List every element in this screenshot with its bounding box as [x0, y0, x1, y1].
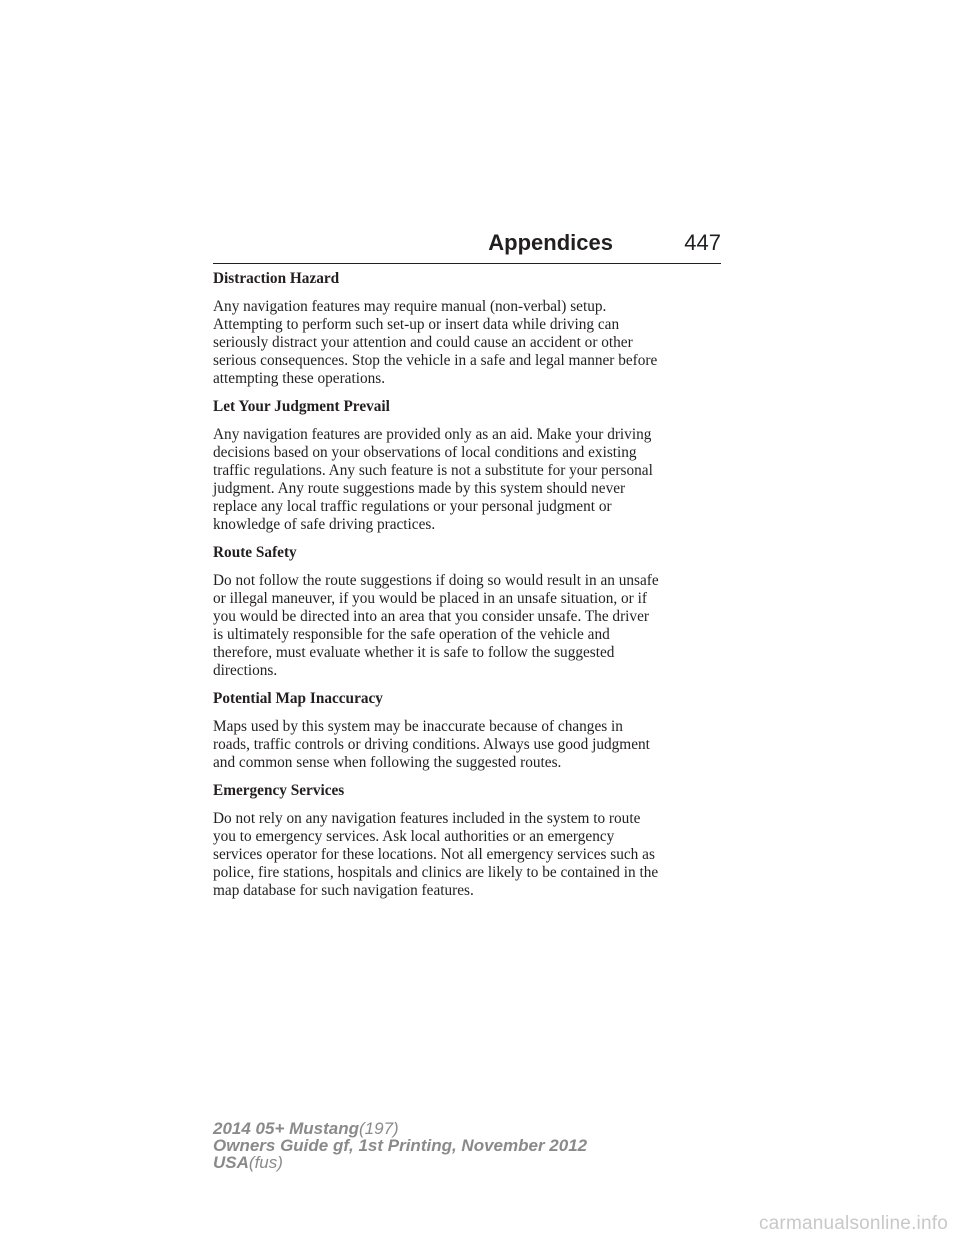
paragraph-line: map database for such navigation features. — [213, 882, 474, 899]
paragraph-line: judgment. Any route suggestions made by this system should never — [213, 480, 626, 497]
paragraph-line: decisions based on your observations of local conditions and existing — [213, 444, 637, 461]
footer-model: 2014 05+ Mustang — [213, 1119, 359, 1138]
paragraph-line: seriously distract your attention and could cause an accident or other — [213, 334, 633, 351]
page-content — [213, 270, 723, 910]
page-number: 447 — [684, 230, 721, 255]
paragraph-line: Do not follow the route suggestions if doing so would result in an unsafe — [213, 572, 659, 589]
paragraph-line: Any navigation features are provided only as an aid. Make your driving — [213, 426, 652, 443]
paragraph-line: Do not rely on any navigation features included in the system to route — [213, 810, 641, 827]
paragraph-line: serious consequences. Stop the vehicle in a safe and legal manner before — [213, 352, 658, 369]
section-heading: Distraction Hazard — [213, 270, 340, 287]
paragraph-line: attempting these operations. — [213, 370, 386, 387]
footer-printing: Owners Guide gf, 1st Printing, November 2012 — [213, 1136, 588, 1155]
section-heading: Potential Map Inaccuracy — [213, 690, 383, 707]
paragraph-line: and common sense when following the suggested routes. — [213, 754, 562, 771]
paragraph-line: directions. — [213, 662, 278, 679]
paragraph-line: Attempting to perform such set-up or insert data while driving can — [213, 316, 620, 333]
paragraph-line: police, fire stations, hospitals and clinics are likely to be contained in the — [213, 864, 659, 881]
section-paragraph — [213, 718, 723, 772]
footer-line-market — [213, 1154, 587, 1171]
footer-market: USA — [213, 1153, 249, 1172]
paragraph-line: is ultimately responsible for the safe operation of the vehicle and — [213, 626, 610, 643]
section-heading: Route Safety — [213, 544, 297, 561]
paragraph-line: traffic regulations. Any such feature is not a substitute for your personal — [213, 462, 653, 479]
paragraph-line: you would be directed into an area that you consider unsafe. The driver — [213, 608, 649, 625]
paragraph-line: you to emergency services. Ask local authorities or an emergency — [213, 828, 615, 845]
paragraph-line: roads, traffic controls or driving conditions. Always use good judgment — [213, 736, 650, 753]
paragraph-line: therefore, must evaluate whether it is safe to follow the suggested — [213, 644, 615, 661]
watermark: carmanualsonline.info — [758, 1213, 948, 1234]
section-paragraph — [213, 810, 723, 900]
page-header — [213, 229, 721, 264]
footer-line-model — [213, 1120, 587, 1137]
section-paragraph — [213, 298, 723, 388]
section-paragraph — [213, 572, 723, 680]
paragraph-line: knowledge of safe driving practices. — [213, 516, 436, 533]
paragraph-line: replace any local traffic regulations or your personal judgment or — [213, 498, 612, 515]
paragraph-line: services operator for these locations. Not all emergency services such as — [213, 846, 655, 863]
section-heading: Emergency Services — [213, 782, 345, 799]
section-paragraph — [213, 426, 723, 534]
paragraph-line: Maps used by this system may be inaccurate because of changes in — [213, 718, 623, 735]
footer-model-code: (197) — [359, 1119, 399, 1138]
section-title: Appendices — [488, 230, 613, 255]
document-footer — [213, 1120, 587, 1171]
section-heading: Let Your Judgment Prevail — [213, 398, 390, 415]
footer-market-code: (fus) — [248, 1153, 283, 1172]
paragraph-line: or illegal maneuver, if you would be placed in an unsafe situation, or if — [213, 590, 647, 607]
paragraph-line: Any navigation features may require manual (non-verbal) setup. — [213, 298, 607, 315]
